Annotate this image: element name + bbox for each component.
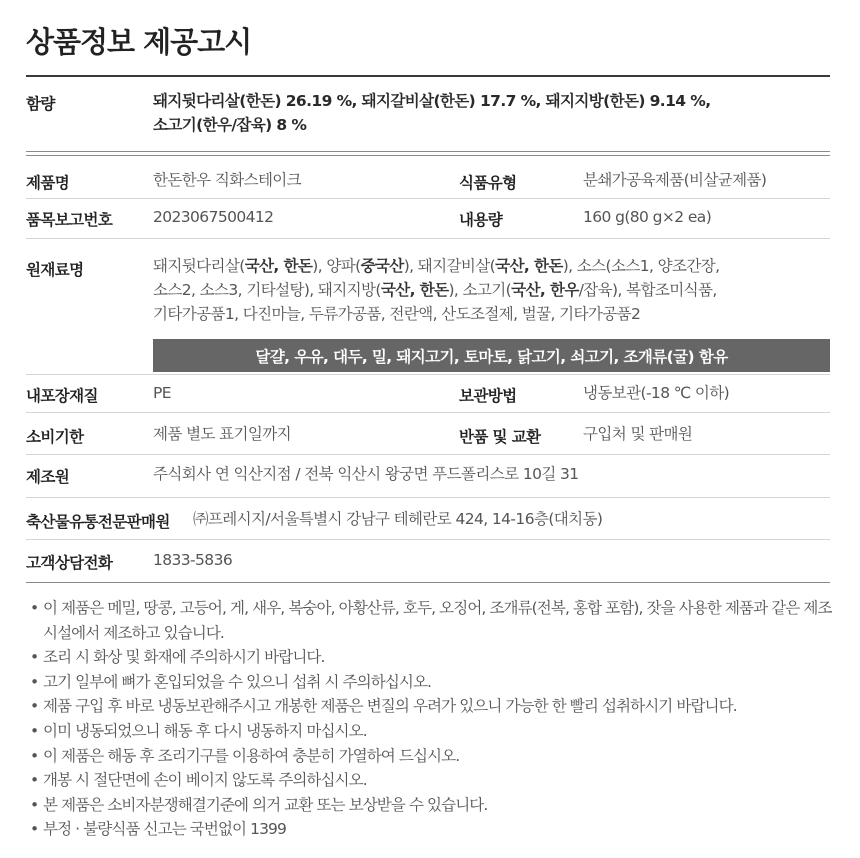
manufacturer-value: 주식회사 연 익산지점 / 전북 익산시 왕궁면 푸드폴리스로 10길 31	[153, 465, 579, 483]
expiry-value: 제품 별도 표기일까지	[153, 425, 292, 443]
returns-value: 구입처 및 판매원	[583, 425, 693, 443]
origin-text: 중국산	[360, 257, 404, 275]
divider	[26, 198, 830, 199]
divider	[26, 238, 830, 239]
ingredients-line3: 기타가공품1, 다진마늘, 두류가공품, 전란액, 산도조절제, 벌꿀, 기타가공품2	[153, 305, 641, 323]
origin-text: 국산, 한우	[511, 281, 579, 299]
food-type-label: 식품유형	[459, 174, 517, 192]
origin-text: 국산, 한돈	[495, 257, 563, 275]
ingredient-text: ), 소스(소스1, 양조간장,	[562, 257, 720, 275]
ingredient-text: /잡육), 복합조미식품,	[578, 281, 717, 299]
phone-label: 고객상담전화	[26, 554, 113, 572]
ingredient-text: ), 소고기(	[448, 281, 512, 299]
storage-value: 냉동보관(-18 ℃ 이하)	[583, 384, 730, 402]
notice-item: • 이 제품은 해동 후 조리기구를 이용하여 충분히 가열하여 드십시오.	[30, 744, 840, 769]
returns-label: 반품 및 교환	[459, 428, 541, 446]
phone-value: 1833-5836	[153, 551, 233, 569]
divider	[26, 582, 830, 583]
notice-item: • 제품 구입 후 바로 냉동보관해주시고 개봉한 제품은 변질의 우려가 있으니 가능한 한 빨리 섭취하시기 바랍니다.	[30, 694, 840, 719]
report-no-label: 품목보고번호	[26, 211, 113, 229]
notice-list	[30, 596, 840, 842]
divider	[26, 151, 830, 152]
content-label: 함량	[26, 95, 55, 113]
ingredient-text: ), 돼지갈비살(	[403, 257, 496, 275]
content-value-line2: 소고기(한우/잡육) 8 %	[153, 116, 307, 134]
distributor-value: ㈜프레시지/서울특별시 강남구 테헤란로 424, 14-16층(대치동)	[193, 510, 603, 528]
divider	[26, 374, 830, 375]
notice-item: • 개봉 시 절단면에 손이 베이지 않도록 주의하십시오.	[30, 768, 840, 793]
product-name-label: 제품명	[26, 174, 70, 192]
notice-item: • 이미 냉동되었으니 해동 후 다시 냉동하지 마십시오.	[30, 719, 840, 744]
notice-item: • 부정 · 불량식품 신고는 국번없이 1399	[30, 817, 840, 842]
ingredients-line1	[153, 254, 719, 278]
origin-text: 국산, 한돈	[244, 257, 313, 275]
divider	[26, 539, 830, 540]
notice-item: • 이 제품은 메밀, 땅콩, 고등어, 게, 새우, 복숭아, 아황산류, 호두, 오징어, 조개류(전복, 홍합 포함), 잣을 사용한 제품과 같은 제조시설에서 제조하고 있습니다.	[30, 596, 840, 645]
volume-label: 내용량	[459, 211, 503, 229]
ingredients-label: 원재료명	[26, 261, 84, 279]
expiry-label: 소비기한	[26, 428, 84, 446]
food-type-value: 분쇄가공육제품(비살균제품)	[583, 171, 767, 189]
divider	[26, 454, 830, 455]
ingredients-line2	[153, 278, 717, 302]
ingredient-text: 돼지뒷다리살(	[153, 257, 245, 275]
product-name-value: 한돈한우 직화스테이크	[153, 171, 302, 189]
header-divider	[26, 75, 830, 77]
ingredient-text: 소스2, 소스3, 기타설탕), 돼지지방(	[153, 281, 381, 299]
divider	[26, 155, 830, 156]
page-title: 상품정보 제공고시	[26, 25, 252, 59]
notice-item: • 본 제품은 소비자분쟁해결기준에 의거 교환 또는 보상받을 수 있습니다.	[30, 793, 840, 818]
volume-value: 160 g(80 g×2 ea)	[583, 208, 712, 226]
divider	[26, 412, 830, 413]
origin-text: 국산, 한돈	[380, 281, 449, 299]
storage-label: 보관방법	[459, 387, 517, 405]
packaging-value: PE	[153, 384, 171, 402]
content-value-line1: 돼지뒷다리살(한돈) 26.19 %, 돼지갈비살(한돈) 17.7 %, 돼지지방(한돈) 9.14 %,	[153, 92, 711, 110]
manufacturer-label: 제조원	[26, 468, 70, 486]
divider	[26, 497, 830, 498]
distributor-label: 축산물유통전문판매원	[26, 513, 170, 531]
packaging-label: 내포장재질	[26, 387, 98, 405]
ingredient-text: ), 양파(	[312, 257, 361, 275]
report-no-value: 2023067500412	[153, 208, 274, 226]
notice-item: • 조리 시 화상 및 화재에 주의하시기 바랍니다.	[30, 645, 840, 670]
notice-item: • 고기 일부에 뼈가 혼입되었을 수 있으니 섭취 시 주의하십시오.	[30, 670, 840, 695]
allergy-banner: 달걀, 우유, 대두, 밀, 돼지고기, 토마토, 닭고기, 쇠고기, 조개류(굴) 함유	[153, 339, 830, 372]
